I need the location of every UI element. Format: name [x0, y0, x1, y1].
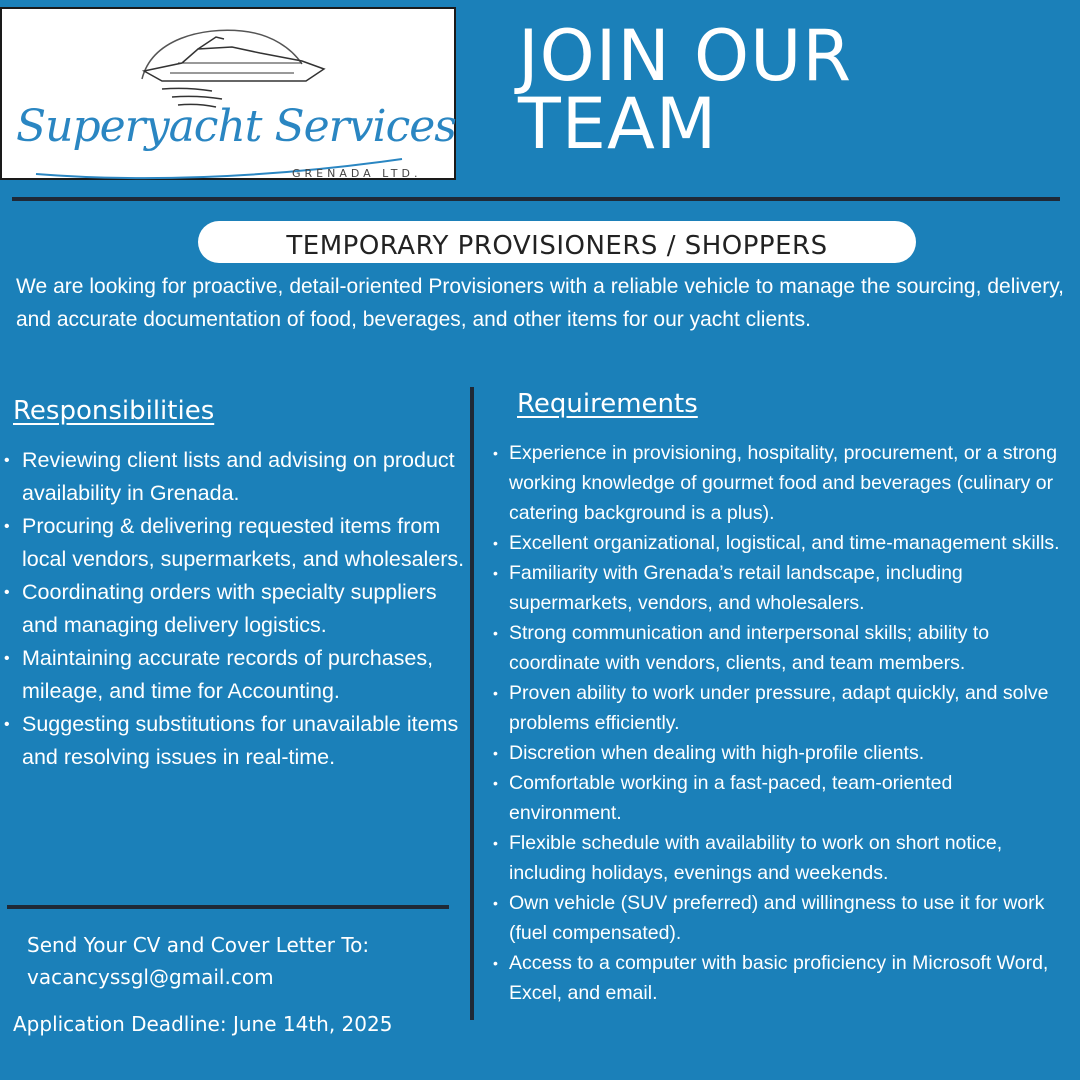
requirement-item: • Access to a computer with basic proficiency in Microsoft Word, Excel, and email. [509, 948, 1069, 1008]
requirement-item: • Familiarity with Grenada’s retail landscape, including supermarkets, vendors, and wholesalers. [509, 558, 1069, 618]
requirement-item: • Discretion when dealing with high-profile clients. [509, 738, 1069, 768]
requirement-item: • Flexible schedule with availability to work on short notice, including holidays, evenings and weekends. [509, 828, 1069, 888]
requirement-item: • Comfortable working in a fast-paced, team-oriented environment. [509, 768, 1069, 828]
intro-text: We are looking for proactive, detail-oriented Provisioners with a reliable vehicle to manage the sourcing, delivery, and accurate documentation of food, beverages, and other items for our yacht clients. [16, 275, 1064, 331]
application-deadline: Application Deadline: June 14th, 2025 [13, 1012, 393, 1036]
responsibility-item: • Reviewing client lists and advising on product availability in Grenada. [22, 444, 472, 510]
logo-script-text: Superyacht Services [16, 101, 456, 152]
requirement-item: • Excellent organizational, logistical, and time-management skills. [509, 528, 1069, 558]
requirement-item: • Strong communication and interpersonal skills; ability to coordinate with vendors, clients, and team members. [509, 618, 1069, 678]
responsibility-item: • Maintaining accurate records of purchases, mileage, and time for Accounting. [22, 642, 472, 708]
top-divider [12, 197, 1060, 201]
responsibilities-list [22, 444, 472, 774]
responsibility-item: • Procuring & delivering requested items from local vendors, supermarkets, and wholesalers. [22, 510, 472, 576]
requirement-item: • Proven ability to work under pressure, adapt quickly, and solve problems efficiently. [509, 678, 1069, 738]
requirement-item: • Experience in provisioning, hospitality, procurement, or a strong working knowledge of gourmet food and beverages (culinary or catering background is a plus). [509, 438, 1069, 528]
title-line-2: TEAM [518, 83, 718, 165]
column-divider [470, 387, 474, 1020]
responsibilities-heading: Responsibilities [13, 396, 215, 426]
responsibility-item: • Suggesting substitutions for unavailable items and resolving issues in real-time. [22, 708, 472, 774]
contact-email[interactable]: vacancyssgl@gmail.com [27, 965, 274, 989]
requirements-list [509, 438, 1069, 1008]
yacht-icon [2, 9, 458, 182]
contact-block [27, 929, 447, 993]
responsibility-item: • Coordinating orders with specialty suppliers and managing delivery logistics. [22, 576, 472, 642]
requirements-heading: Requirements [517, 389, 698, 419]
logo-subtitle: GRENADA LTD. [292, 167, 422, 180]
company-logo [0, 7, 456, 180]
title-line-1: JOIN OUR [518, 15, 852, 97]
contact-label: Send Your CV and Cover Letter To: [27, 933, 370, 957]
requirement-item: • Own vehicle (SUV preferred) and willingness to use it for work (fuel compensated). [509, 888, 1069, 948]
page-title [518, 15, 1058, 165]
position-title: TEMPORARY PROVISIONERS / SHOPPERS [198, 221, 916, 263]
contact-divider [7, 905, 449, 909]
